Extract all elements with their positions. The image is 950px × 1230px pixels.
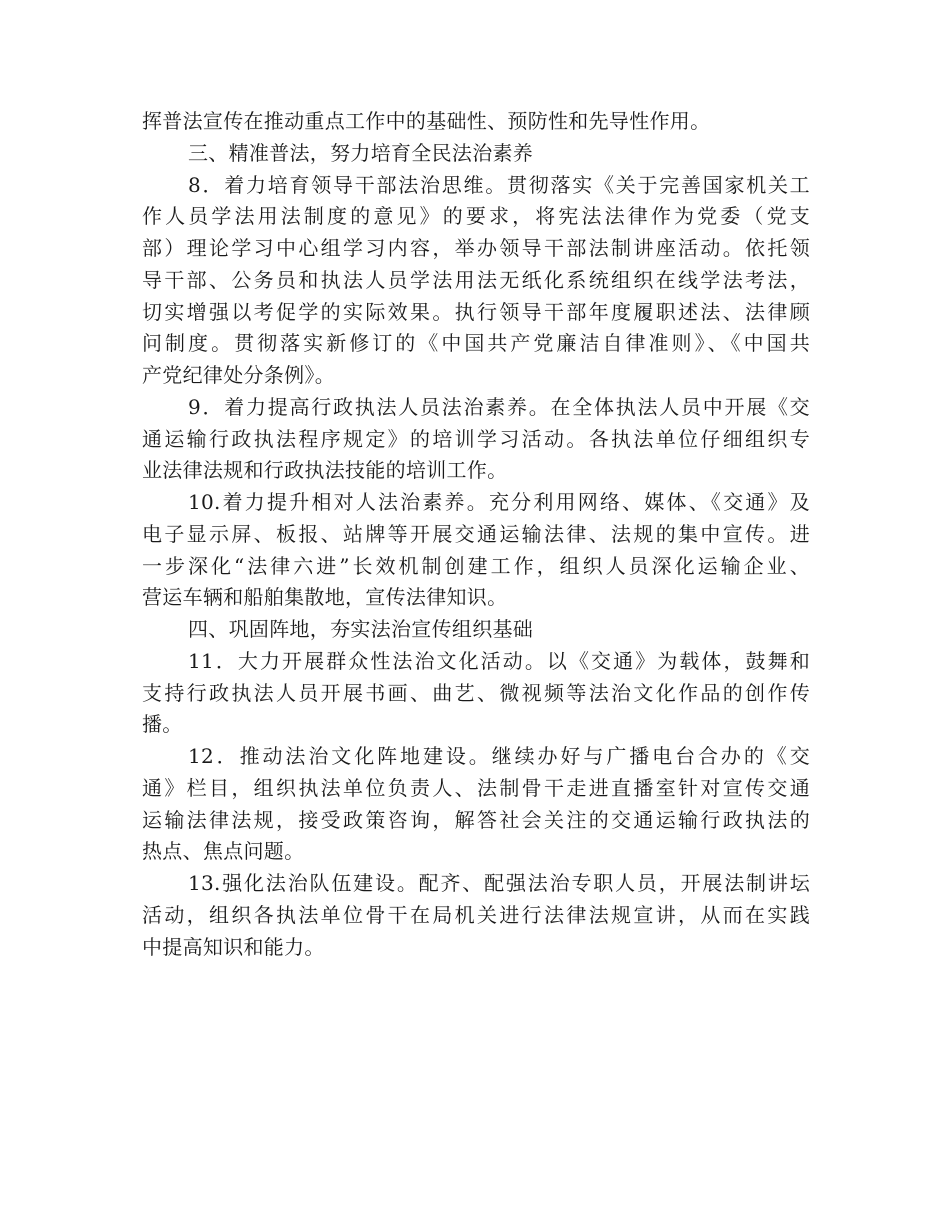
paragraph-line: 电子显示屏、板报、站牌等开展交通运输法律、法规的集中宣传。进 [142, 521, 810, 546]
paragraph-line: 业法律法规和行政执法技能的培训工作。 [142, 458, 508, 483]
section-heading: 四、巩固阵地，夯实法治宣传组织基础 [188, 617, 534, 641]
section-heading: 三、精准普法，努力培育全民法治素养 [188, 140, 534, 165]
paragraph-line: 播。 [142, 712, 183, 737]
paragraph-line: 部）理论学习中心组学习内容，举办领导干部法制讲座活动。依托领 [142, 236, 810, 260]
paragraph-line: 10.着力提升相对人法治素养。充分利用网络、媒体、《交通》及 [188, 490, 810, 514]
paragraph-line: 9．着力提高行政执法人员法治素养。在全体执法人员中开展《交 [188, 394, 810, 419]
paragraph-line: 营运车辆和船舶集散地，宣传法律知识。 [142, 585, 508, 610]
paragraph-line: 支持行政执法人员开展书画、曲艺、微视频等法治文化作品的创作传 [142, 680, 810, 705]
paragraph-line: 11．大力开展群众性法治文化活动。以《交通》为载体，鼓舞和 [188, 648, 810, 673]
paragraph-line: 导干部、公务员和执法人员学法用法无纸化系统组织在线学法考法， [142, 267, 810, 292]
paragraph-line: 热点、焦点问题。 [142, 839, 305, 864]
paragraph-line: 8．着力培育领导干部法治思维。贯彻落实《关于完善国家机关工 [188, 172, 810, 197]
paragraph-line: 作人员学法用法制度的意见》的要求，将宪法法律作为党委（党支 [142, 204, 810, 229]
paragraph-line: 13.强化法治队伍建设。配齐、配强法治专职人员，开展法制讲坛 [188, 871, 810, 895]
paragraph-line: 中提高知识和能力。 [142, 934, 325, 959]
paragraph-line: 通运输行政执法程序规定》的培训学习活动。各执法单位仔细组织专 [142, 426, 810, 451]
paragraph-line: 产党纪律处分条例》。 [142, 363, 335, 387]
paragraph-line: 切实增强以考促学的实际效果。执行领导干部年度履职述法、法律顾 [142, 299, 810, 324]
paragraph-line: 通》栏目，组织执法单位负责人、法制骨干走进直播室针对宣传交通 [142, 775, 810, 800]
document-body [142, 106, 810, 963]
paragraph-line: 问制度。贯彻落实新修订的《中国共产党廉洁自律准则》、《中国共 [142, 331, 810, 356]
paragraph-line: 挥普法宣传在推动重点工作中的基础性、预防性和先导性作用。 [142, 109, 711, 133]
paragraph-line: 运输法律法规，接受政策咨询，解答社会关注的交通运输行政执法的 [142, 807, 810, 832]
paragraph-line: 12．推动法治文化阵地建设。继续办好与广播电台合办的《交 [188, 744, 810, 768]
paragraph-line: 活动，组织各执法单位骨干在局机关进行法律法规宣讲，从而在实践 [142, 902, 810, 927]
paragraph-line: 一步深化“法律六进”长效机制创建工作，组织人员深化运输企业、 [142, 553, 810, 578]
